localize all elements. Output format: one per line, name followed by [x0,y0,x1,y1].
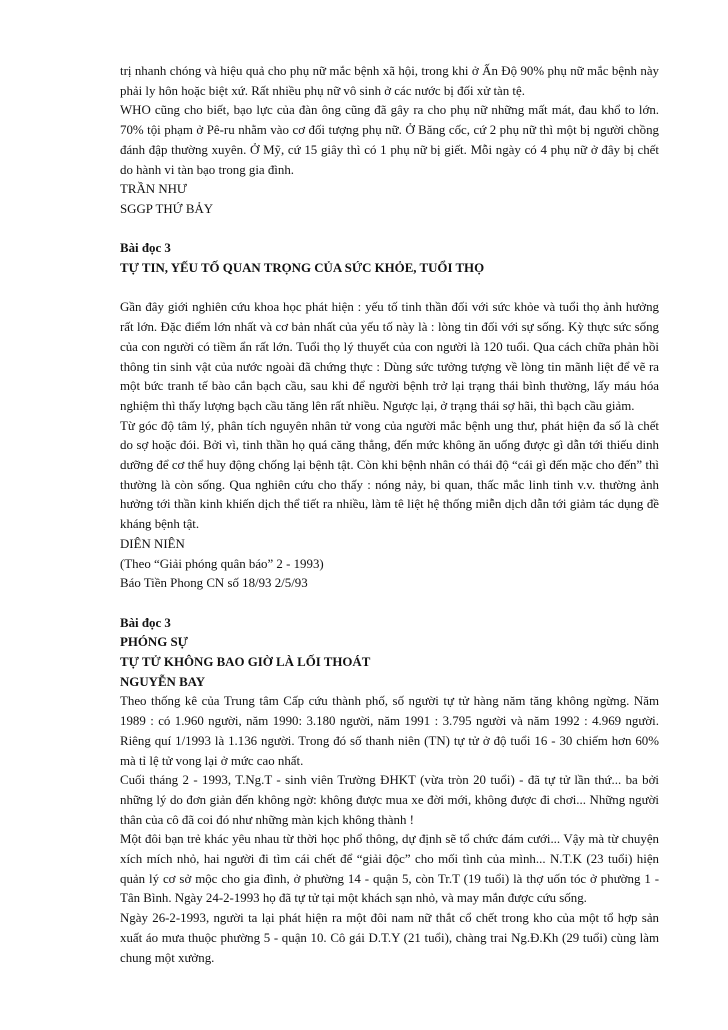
body-paragraph: Gần đây giới nghiên cứu khoa học phát hiện : yếu tố tinh thần đối với sức khỏe và tuổi thọ ảnh hưởng rất lớn. Đặc điểm lớn nhất và cơ bản nhất của yếu tố này là : lòng tin đối với sự sống. Kỳ thực sức sống của con người có tiềm ẩn rất lớn. Tuổi thọ lý thuyết của con người là 120 tuổi. Qua cách chữa phản hồi thông tin sinh vật của nước ngoài đã chứng thực : Dùng sức tưởng tượng về lòng tin mãnh liệt để vẽ ra một bức tranh tế bào cắn bạch cầu, sau khi để người bệnh trở lại trạng thái bình thường, lấy máu hóa nghiệm thì thấy lượng bạch cầu tăng lên rất nhiều. Ngược lại, ở trạng thái sợ hãi, thì bạch cầu giảm. [120,300,659,413]
author-name: NGUYỄN BAY [120,674,206,689]
body-paragraph: Cuối tháng 2 - 1993, T.Ng.T - sinh viên Trường ĐHKT (vừa tròn 20 tuổi) - đã tự tử lần thứ... ba bởi những lý do đơn giản đến không ngờ: không được mua xe đời mới, không được đi chơi... Những người thân của cô đã coi đó như những màn kịch không thành ! [120,773,659,827]
document-page [120,62,659,968]
body-paragraph: Từ góc độ tâm lý, phân tích nguyên nhân tử vong của người mắc bệnh ung thư, phát hiện đa số là chết do sợ hoặc đói. Bởi vì, tinh thần họ quá căng thẳng, đến mức không ăn uống được gì dẫn tới thiếu dinh dưỡng để cơ thể huy động chống lại bệnh tật. Còn khi bệnh nhân có thái độ “cái gì đến mặc cho đến” thì thường là còn sống. Qua nghiên cứu cho thấy : nóng nảy, bi quan, thấc mắc linh tinh v.v. thường ảnh hưởng tới thần kinh khiến dịch thể tiết ra nhiều, làm tê liệt hệ thống miễn dịch dẫn tới giảm tác dụng đề kháng bệnh tật. [120,418,659,532]
source-line: SGGP THỨ BẢY [120,201,214,216]
source-note: (Theo “Giải phóng quân báo” 2 - 1993) [120,556,324,571]
body-paragraph: trị nhanh chóng và hiệu quả cho phụ nữ mắc bệnh xã hội, trong khi ở Ấn Độ 90% phụ nữ mắc bệnh này phải ly hôn hoặc biệt xứ. Rất nhiều phụ nữ vô sinh ở các nước bị đối xử tàn tệ. [120,64,659,98]
author-name: DIÊN NIÊN [120,536,185,551]
article-kind: PHÓNG SỰ [120,635,188,650]
source-line: Báo Tiền Phong CN số 18/93 2/5/93 [120,576,308,591]
article-title: TỰ TỬ KHÔNG BAO GIỜ LÀ LỐI THOÁT [120,655,371,670]
reading-label: Bài đọc 3 [120,615,171,630]
body-paragraph: Theo thống kê của Trung tâm Cấp cứu thành phố, số người tự tử hàng năm tăng không ngừng. Năm 1989 : có 1.960 người, năm 1990: 3.180 người, năm 1991 : 3.795 người và năm 1992 : 4.969 người. Riêng quí 1/1993 là 1.136 người. Trong đó số thanh niên (TN) tự tử ở độ tuổi 16 - 30 chiếm hơn 60% mà tỉ lệ tử vong lại ở mức cao nhất. [120,694,659,768]
section-gap [120,594,659,614]
body-paragraph: WHO cũng cho biết, bạo lực của đàn ông cũng đã gây ra cho phụ nữ những mất mát, đau khổ to lớn. 70% tội phạm ở Pê-ru nhằm vào cơ đối tượng phụ nữ. Ở Băng cốc, cứ 2 phụ nữ thì một bị người chồng đánh đập thường xuyên. Ở Mỹ, cứ 15 giây thì có 1 phụ nữ bị giết. Mỗi ngày có 4 phụ nữ ở đây bị chết do hành vi tàn bạo trong gia đình. [120,103,659,177]
section-gap [120,279,659,299]
reading-label: Bài đọc 3 [120,241,171,256]
author-name: TRẦN NHƯ [120,182,187,197]
section-gap [120,220,659,240]
body-paragraph: Một đôi bạn trẻ khác yêu nhau từ thời học phổ thông, dự định sẽ tổ chức đám cưới... Vậy mà từ chuyện xích mích nhỏ, hai người đi tìm cái chết để “giải độc” cho mối tình của mình... N.T.K (23 tuổi) hiện quản lý cơ sở mộc cho gia đình, ở phường 14 - quận 5, còn Tr.T (19 tuổi) là thợ uốn tóc ở phường 1 - Tân Bình. Ngày 24-2-1993 họ đã tự tử tại một khách sạn nhỏ, và may mắn được cứu sống. [120,832,659,906]
body-paragraph: Ngày 26-2-1993, người ta lại phát hiện ra một đôi nam nữ thắt cổ chết trong kho của một tổ hợp sản xuất áo mưa thuộc phường 5 - quận 10. Cô gái D.T.Y (21 tuổi), chàng trai Ng.Đ.Kh (29 tuổi) cùng làm chung một xưởng. [120,911,659,965]
article-title: TỰ TIN, YẾU TỐ QUAN TRỌNG CỦA SỨC KHỎE, TUỔI THỌ [120,261,485,276]
